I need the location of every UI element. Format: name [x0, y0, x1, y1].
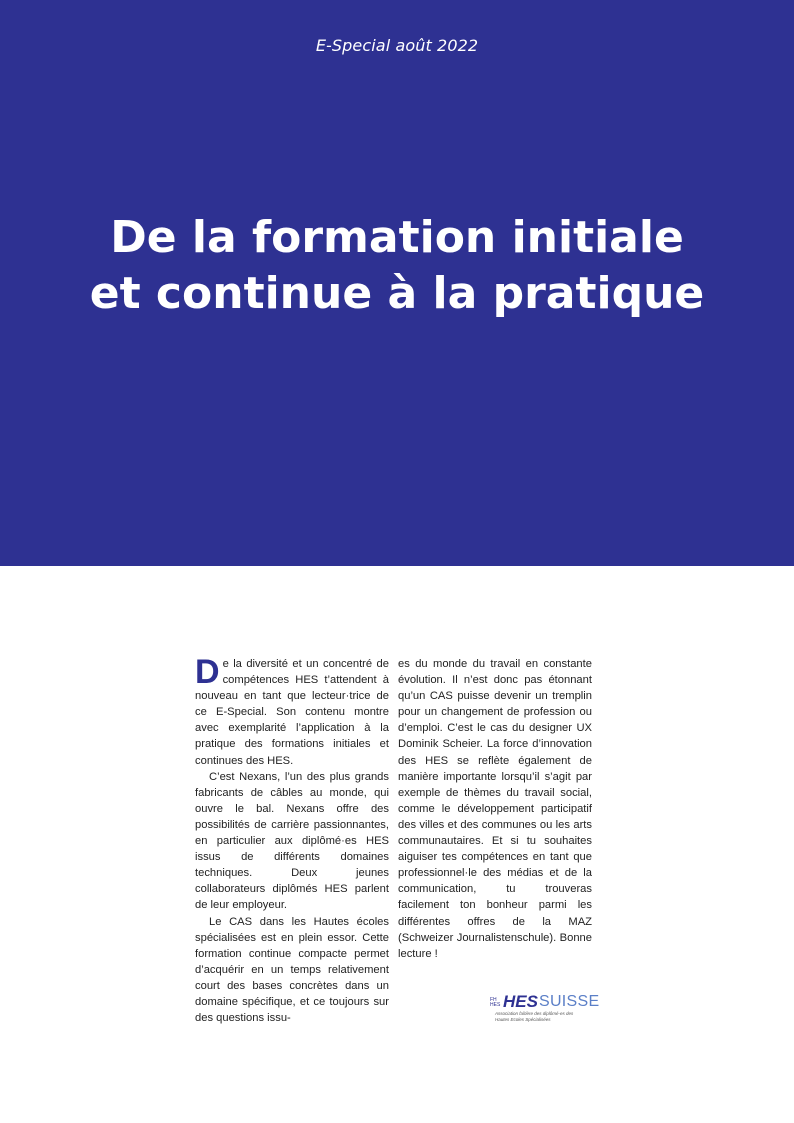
article-paragraph: C’est Nexans, l’un des plus grands fabricants de câbles au monde, qui ouvre le bal. Nexans offre des possibilités de carrière passionnantes, en particulier aux diplômé·es HES issus de différents domaines techniques. Deux jeunes collaborateurs diplômés HES parlent de leur employeur. [195, 770, 389, 912]
page-title-line-1: De la formation initiale [110, 212, 684, 263]
logo-name-light: SUISSE [538, 993, 600, 1010]
logo-tagline: Association faîtière des diplômé·es des Hautes Ecoles Spécialisées [495, 1011, 574, 1022]
issue-label: E-Special août 2022 [315, 36, 479, 55]
logo-wordmark [490, 994, 600, 1010]
fh-hes-suisse-logo [490, 994, 600, 1024]
drop-cap: D [195, 653, 220, 691]
article-paragraph: Le CAS dans les Hautes écoles spécialisées est en plein essor. Cette formation continue compacte permet d’acquérir en un temps relativement court des bases concrètes dans un domaine spécifique, et ce toujours sur des questions issu- [195, 915, 389, 1025]
logo-name-bold: HES [503, 992, 538, 1011]
page-title [60, 210, 734, 322]
article-paragraph: es du monde du travail en constante évolution. Il n’est donc pas étonnant qu’un CAS puisse devenir un tremplin pour un changement de profession ou d’emploi. C’est le cas du designer UX Dominik Scheier. La force d’innovation des HES se reflète également de manière importante lorsqu’il s’agit par exemple de thèmes du travail social, comme le développement participatif des villes et des communes ou les arts communautaires. Et si tu souhaites aiguiser tes compétences en tant que professionnel·le des médias et de la communication, tu trouveras facilement ton bonheur parmi les différentes offres de la MAZ (Schweizer Journalistenschule). Bonne lecture ! [398, 658, 592, 960]
page-title-line-2: et continue à la pratique [89, 268, 705, 319]
logo-prefix: FH HES [490, 997, 501, 1008]
article-paragraph [195, 653, 389, 769]
article-column-right [398, 656, 592, 1026]
article-body [195, 653, 592, 1026]
article-column-left [195, 653, 389, 1026]
article-paragraph-text: e la diversité et un concentré de compétences HES t’attendent à nouveau en tant que lecteur·trice de ce E-Special. Son contenu montre avec exemplarité l’application à la pratique des formations initiales et continues des HES. [195, 658, 389, 767]
